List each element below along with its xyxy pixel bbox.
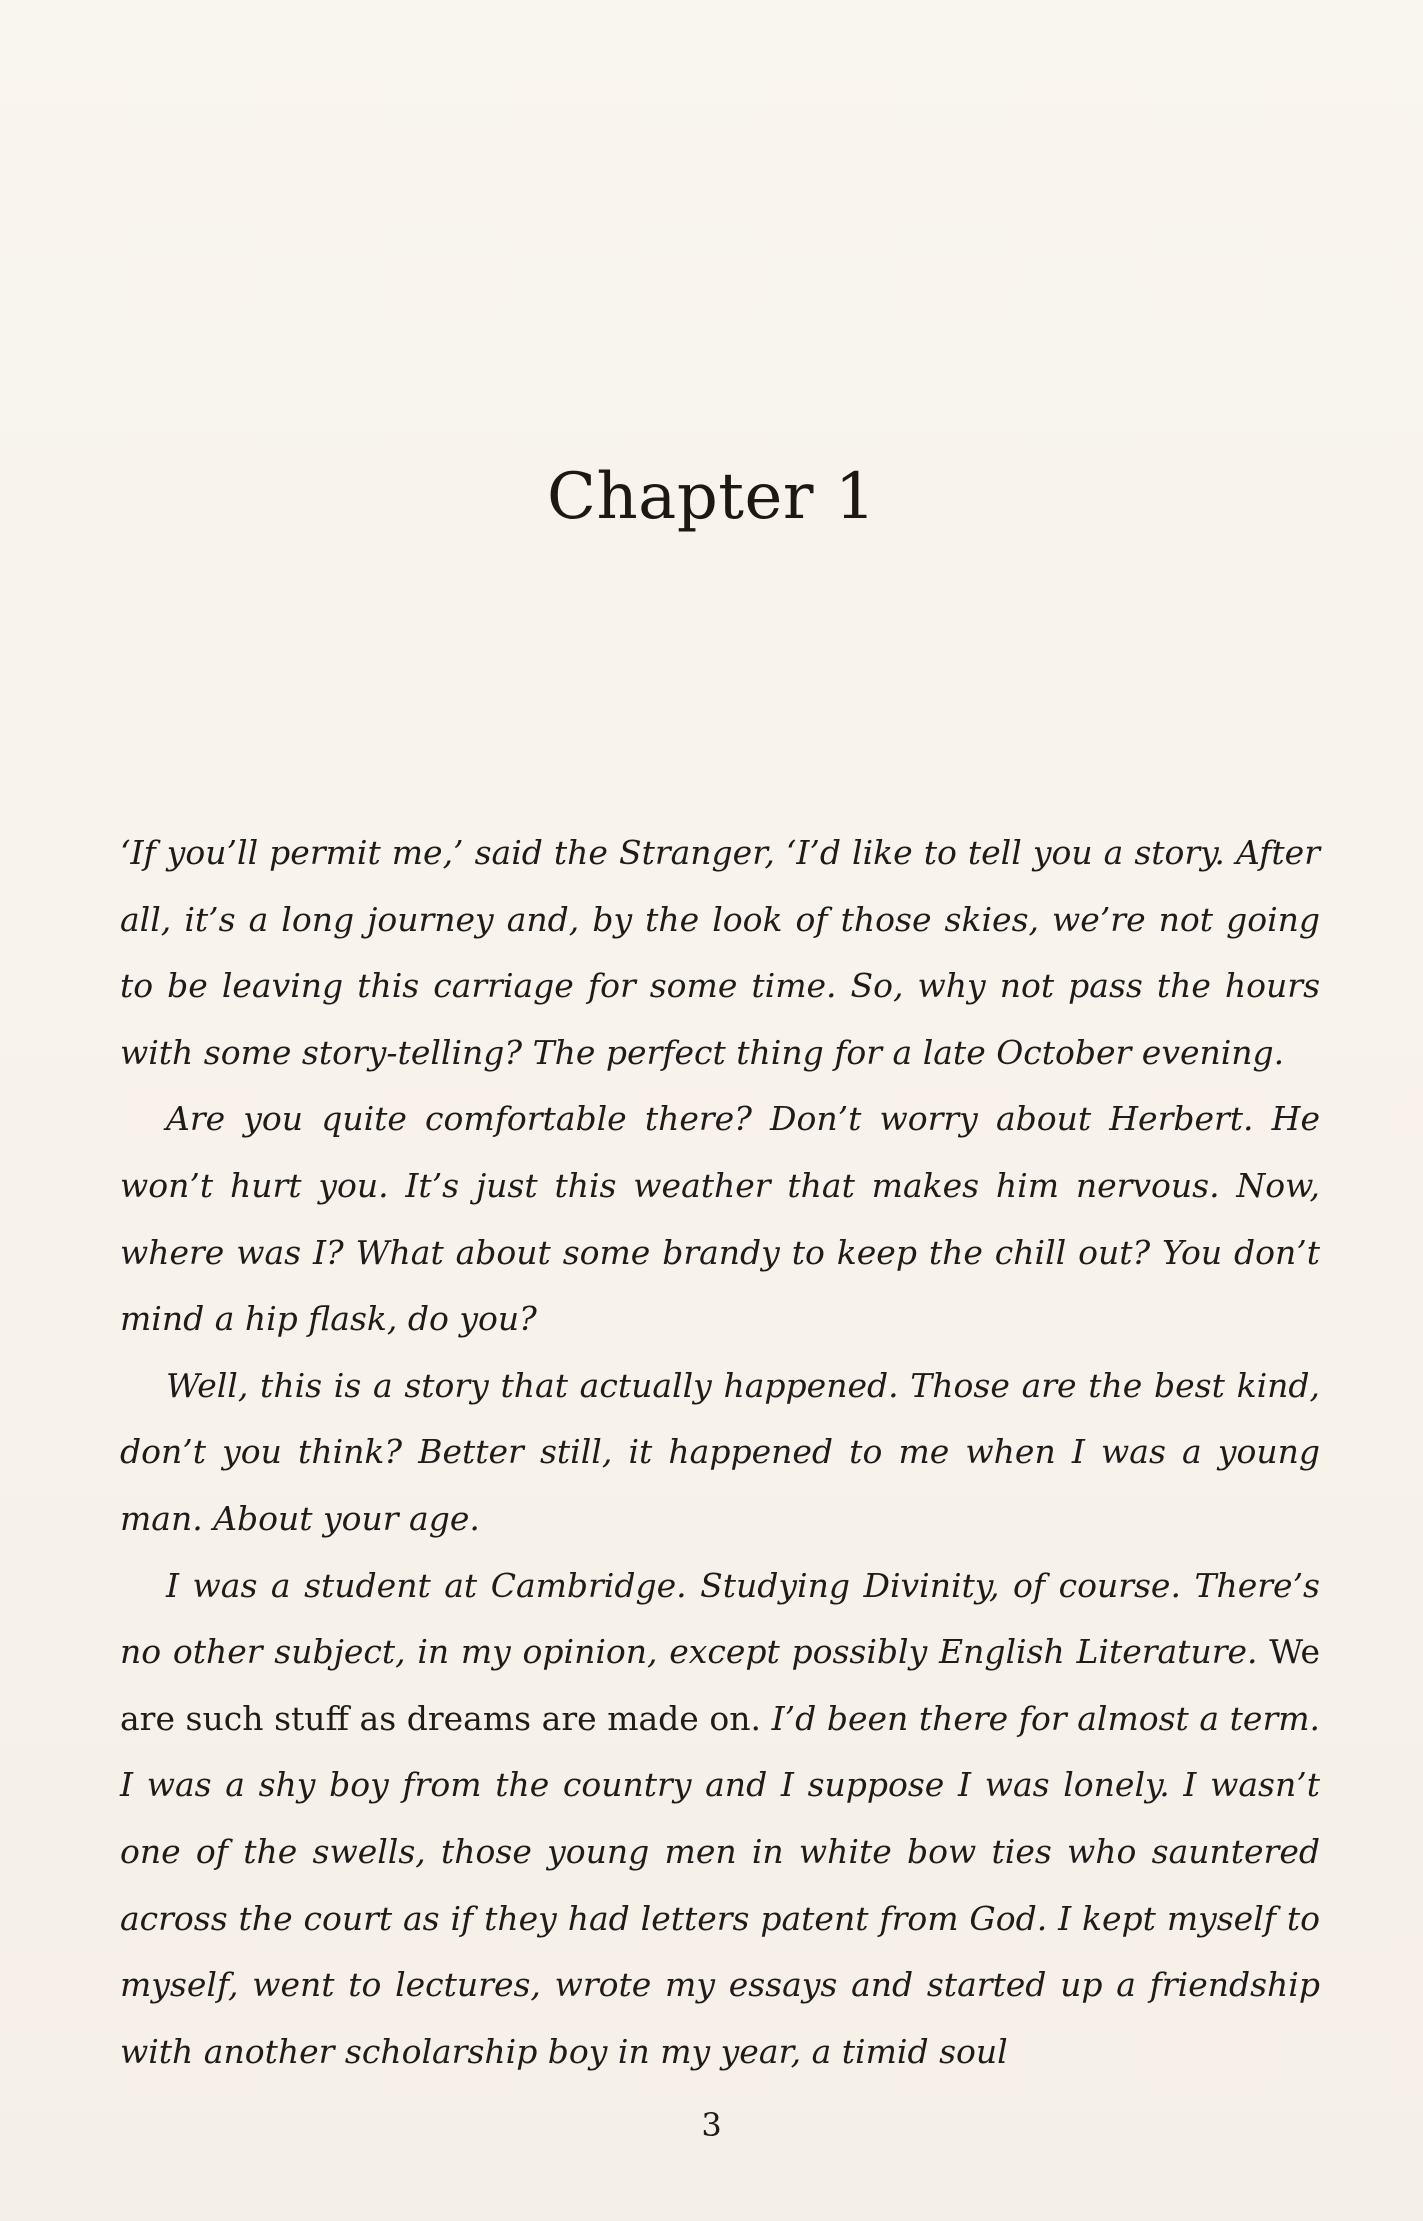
shakespeare-quote: We are such stuff as dreams are made on.	[120, 1632, 1320, 1738]
paragraph-4-opening: I was a student at Cambridge. Studying Divinity, of course. There’s no other subject, in my opinion, except possibly English Literature.	[120, 1565, 1320, 1672]
paragraph-3: Well, this is a story that actually happened. Those are the best kind, don’t you think? Better still, it happened to me when I was a young man. About your age.	[120, 1365, 1320, 1538]
paragraph-1: ‘If you’ll permit me,’ said the Stranger, ‘I’d like to tell you a story. After all, it’s a long journey and, by the look of those skies, we’re not going to be leaving this carriage for some time. So, why not pass the hours with some story-telling? The perfect thing for a late October evening.	[120, 833, 1320, 1072]
paragraph-4-continuation: I’d been there for almost a term. I was a shy boy from the country and I suppose I was lonely. I wasn’t one of the swells, those young men in white bow ties who sauntered across the court as if they had letters patent from God. I kept myself to myself, went to lectures, wrote my essays and started up a friendship with another scholarship boy in my year, a timid soul	[120, 1698, 1321, 2071]
chapter-heading: Chapter 1	[546, 460, 877, 534]
page-number: 3	[701, 2106, 722, 2144]
chapter-body	[120, 820, 1320, 2085]
paragraph-2: Are you quite comfortable there? Don’t worry about Herbert. He won’t hurt you. It’s just this weather that makes him nervous. Now, where was I? What about some brandy to keep the chill out? You don’t mind a hip flask, do you?	[120, 1099, 1320, 1339]
paragraph-4	[120, 1553, 1320, 2086]
